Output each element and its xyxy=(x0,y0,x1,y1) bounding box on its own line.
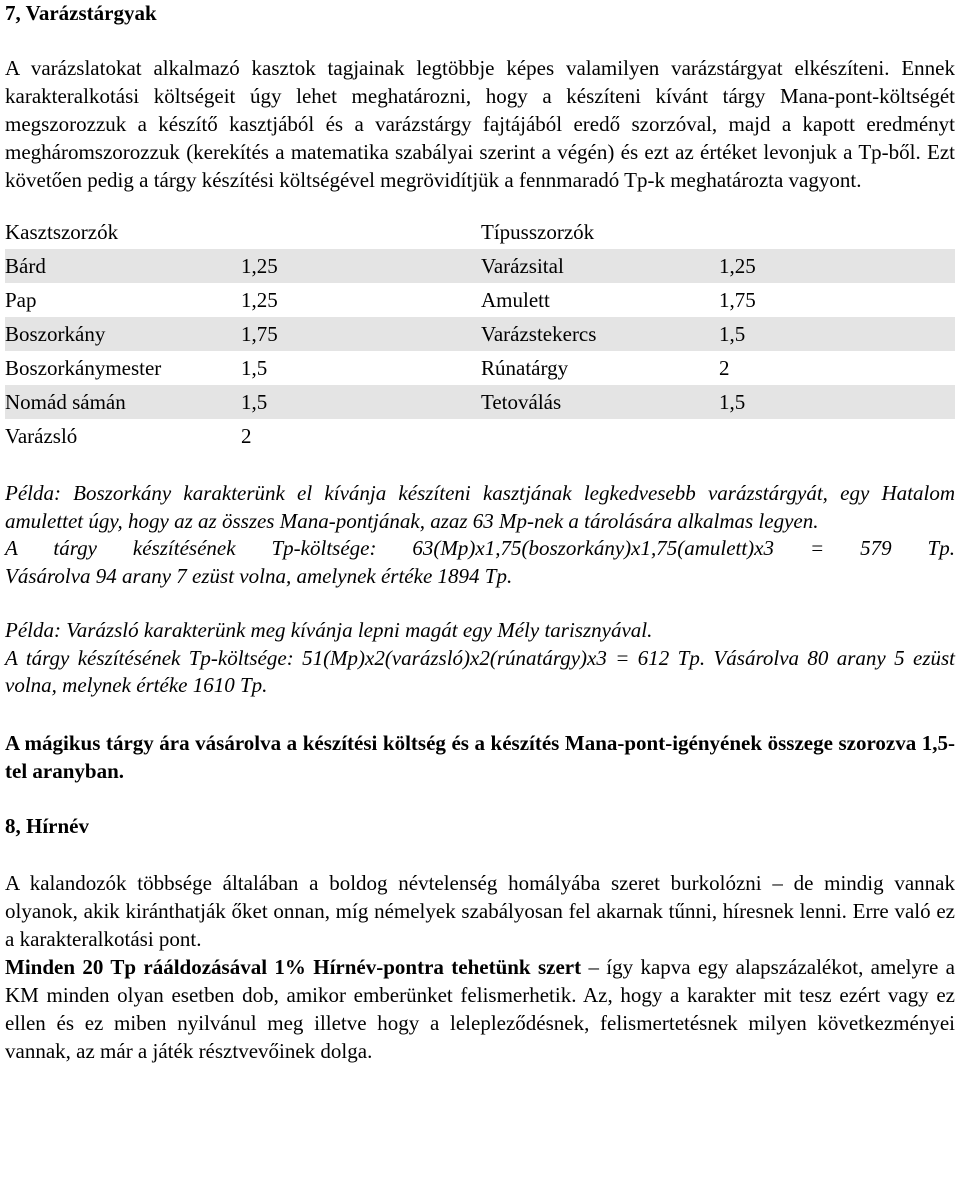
table-cell: Tetoválás xyxy=(481,385,719,419)
table-cell: 1,5 xyxy=(241,385,481,419)
section-7-intro: A varázslatokat alkalmazó kasztok tagjainak legtöbbje képes valamilyen varázstárgyat elkészíteni. Ennek karakteralkotási költségeit úgy lehet meghatározni, hogy a készíteni kívánt tárgy Mana-pont-költségét megszorozzuk a készítő kasztjából és a varázstárgy fajtájából eredő szorzóval, majd a kapott eredményt megháromszorozzuk (kerekítés a matematika szabályai szerint a végén) és ezt az értéket levonjuk a Tp-ből. Ezt követően pedig a tárgy készítési költségével megrövidítjük a fennmaradó Tp-k meghatározta vagyont. xyxy=(5,56,955,192)
table-cell: 1,5 xyxy=(719,317,955,351)
table-cell: 1,25 xyxy=(241,249,481,283)
table-cell: Pap xyxy=(5,288,37,312)
price-rule: A mágikus tárgy ára vásárolva a készítési költség és a készítés Mana-pont-igényének összege szorozva 1,5-tel aranyban. xyxy=(5,730,955,783)
table-cell: Bárd xyxy=(5,249,241,283)
table-row xyxy=(5,385,955,419)
table-cell: Varázsló xyxy=(5,424,78,448)
multiplier-table xyxy=(5,215,955,453)
section-7-title: 7, Varázstárgyak xyxy=(5,1,157,25)
section-8-para-2 xyxy=(5,953,955,1065)
example-1-text: Példa: Boszorkány karakterünk el kívánja készíteni kasztjának legkedvesebb varázstárgyát, egy Hatalom amulettet úgy, hogy az az összes Mana-pontjának, azaz 63 Mp-nek a tárolására alkalmas legyen. xyxy=(5,481,955,533)
table-cell: Boszorkánymester xyxy=(5,356,162,380)
table-header-row xyxy=(5,215,955,249)
example-1-cost: A tárgy készítésének Tp-költsége: 63(Mp)x1,75(boszorkány)x1,75(amulett)x3 = 579 Tp. xyxy=(5,536,955,560)
section-8-rule-rest: – így kapva egy alapszázalékot, amelyre a KM minden olyan esetben dob, amikor emberünket felismerhetik. Az, hogy a karakter mit tesz ezért vagy ez ellen és ez miben nyilvánul meg illetve hogy a lelepleződésnek, felismertetésnek milyen következményei vannak, az már a játék résztvevőinek dolga. xyxy=(5,954,955,1063)
table-row xyxy=(5,351,955,385)
section-8-title: 8, Hírnév xyxy=(5,813,89,838)
table-cell: 1,75 xyxy=(241,317,481,351)
table-cell xyxy=(719,419,955,453)
table-cell: 1,5 xyxy=(241,356,268,380)
example-2 xyxy=(5,617,955,700)
document-page xyxy=(5,0,955,1065)
section-8-rule-bold: Minden 20 Tp rááldozásával 1% Hírnév-pontra tehetünk szert xyxy=(5,954,582,979)
table-cell: 2 xyxy=(241,424,252,448)
table-row xyxy=(5,419,955,453)
table-cell: Amulett xyxy=(481,288,550,312)
table-cell: Varázstekercs xyxy=(481,317,719,351)
section-8-para-1: A kalandozók többsége általában a boldog névtelenség homályába szeret burkolózni – de mindig vannak olyanok, akik kiránthatják őket onnan, míg némelyek szabályosan fel akarnak tűnni, híresnek lenni. Erre való ez a karakteralkotási pont. xyxy=(5,870,955,951)
table-cell: 1,25 xyxy=(719,249,955,283)
example-1-price: Vásárolva 94 arany 7 ezüst volna, amelynek értéke 1894 Tp. xyxy=(5,563,513,588)
table-row xyxy=(5,317,955,351)
table-cell: 1,25 xyxy=(241,288,278,312)
table-cell xyxy=(481,419,719,453)
table-cell: Varázsital xyxy=(481,249,719,283)
table-cell: 1,5 xyxy=(719,385,955,419)
example-1 xyxy=(5,480,955,590)
table-cell: 2 xyxy=(719,356,730,380)
example-2-text: Példa: Varázsló karakterünk meg kívánja lepni magát egy Mély tarisznyával. xyxy=(5,618,653,642)
table-header-caste-multipliers: Kasztszorzók xyxy=(5,220,119,244)
example-2-cost: A tárgy készítésének Tp-költsége: 51(Mp)x2(varázsló)x2(rúnatárgy)x3 = 612 Tp. Vásárolva 80 arany 5 ezüst volna, melynek értéke 1610 Tp. xyxy=(5,645,955,697)
table-row xyxy=(5,283,955,317)
table-row xyxy=(5,249,955,283)
table-header-type-multipliers: Típusszorzók xyxy=(481,220,595,244)
table-cell: Boszorkány xyxy=(5,317,241,351)
table-cell: 1,75 xyxy=(719,288,756,312)
table-cell: Rúnatárgy xyxy=(481,356,569,380)
table-cell: Nomád sámán xyxy=(5,385,241,419)
